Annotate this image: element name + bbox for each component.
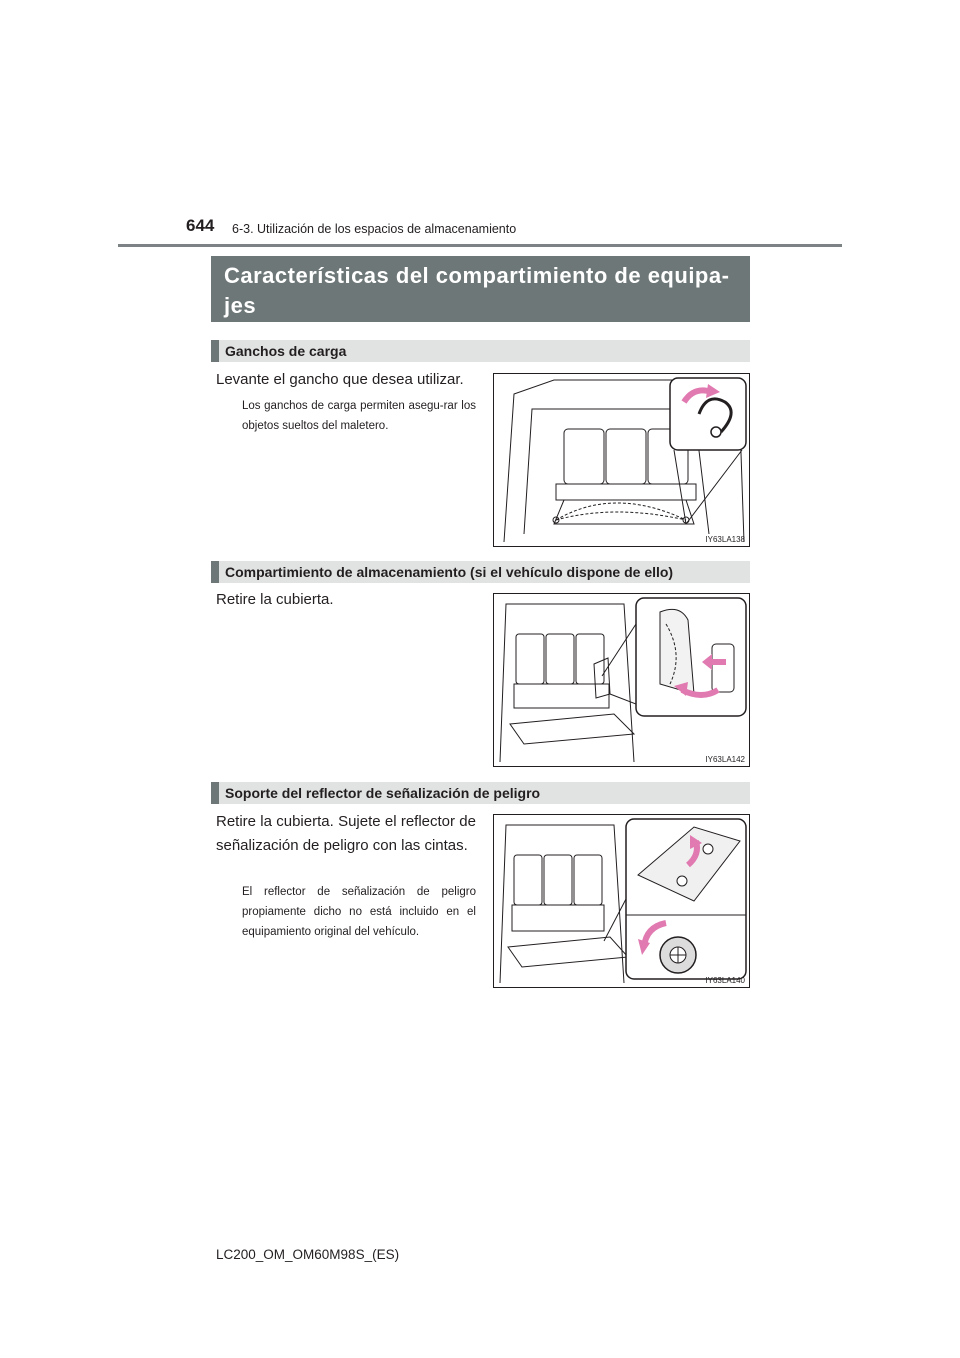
subhead-reflector-holder: Soporte del reflector de señalización de peligro: [211, 782, 750, 804]
note-reflector-holder: El reflector de señalización de peligro propiamente dicho no está incluido en el equipamiento original del vehículo.: [242, 886, 476, 938]
subhead-cargo-hooks: Ganchos de carga: [211, 340, 750, 362]
page-number: 644: [186, 216, 215, 235]
figure-code-1: IY63LA138: [705, 535, 745, 544]
instruction-cargo-hooks: Levante el gancho que desea utilizar.: [216, 371, 464, 388]
figure-cargo-hooks: [493, 373, 750, 547]
figure-code-2: IY63LA142: [705, 755, 745, 764]
header-rule: [118, 244, 842, 247]
storage-compartment-illustration: [494, 594, 749, 766]
footer-document-code: LC200_OM_OM60M98S_(ES): [216, 1247, 400, 1262]
subhead-storage-compartment: Compartimiento de almacenamiento (si el vehículo dispone de ello): [211, 561, 750, 583]
page-title: Características del compartimiento de equipa-jes: [211, 256, 750, 322]
instruction-reflector-holder: Retire la cubierta. Sujete el reflector de señalización de peligro con las cintas.: [216, 813, 476, 854]
figure-code-3: IY63LA140: [705, 976, 745, 985]
note-cargo-hooks: Los ganchos de carga permiten asegu-rar los objetos sueltos del maletero.: [242, 400, 476, 432]
cargo-hooks-illustration: [494, 374, 749, 546]
instruction-storage-compartment: Retire la cubierta.: [216, 591, 334, 608]
reflector-holder-illustration: [494, 815, 749, 987]
figure-reflector-holder: [493, 814, 750, 988]
section-reference: 6-3. Utilización de los espacios de almacenamiento: [232, 222, 517, 236]
figure-storage-compartment: [493, 593, 750, 767]
